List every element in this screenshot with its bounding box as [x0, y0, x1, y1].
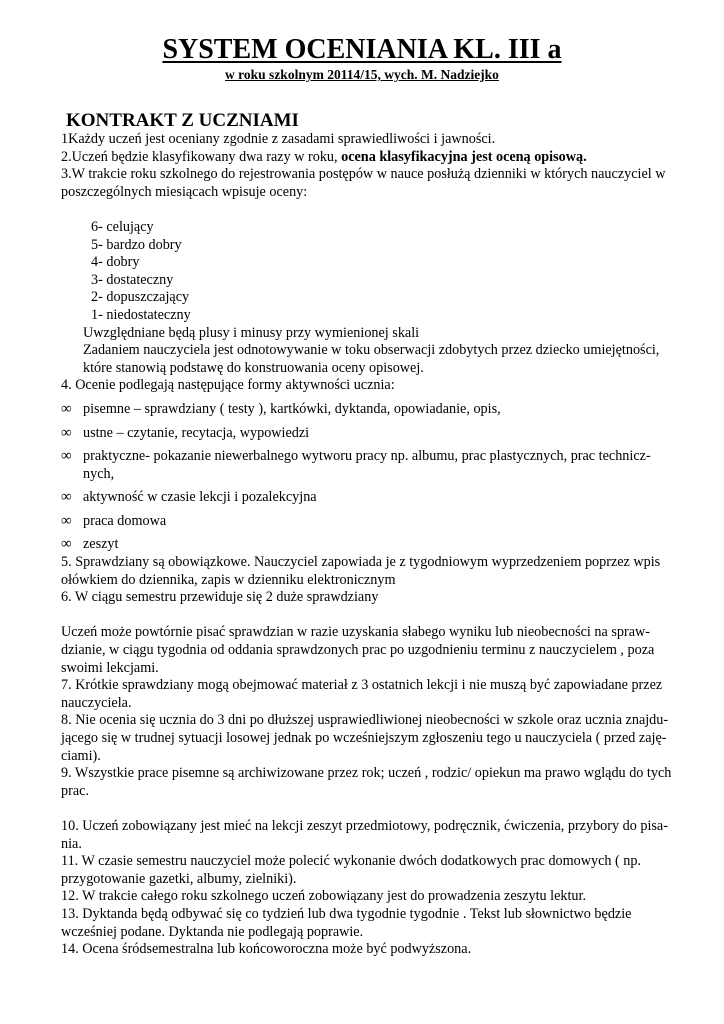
- paragraph-7: 7. Krótkie sprawdziany mogą obejmować materiał z 3 ostatnich lekcji i nie muszą być zapowiadane przez nauczyciela.: [61, 677, 663, 711]
- grade-item: 2- dopuszczający: [91, 289, 190, 306]
- activity-bullet: ∞ praca domowa: [61, 512, 167, 529]
- paragraph-1: 1Każdy uczeń jest oceniany zgodnie z zasadami sprawiedliwości i jawności.: [61, 131, 496, 147]
- infinity-icon: ∞: [61, 424, 72, 441]
- grade-item: 1- niedostateczny: [91, 306, 191, 323]
- infinity-icon: ∞: [61, 512, 72, 529]
- paragraph-retake: Uczeń może powtórnie pisać sprawdzian w razie uzyskania słabego wyniku lub nieobecności na spraw- dzianie, w ciągu tygodnia od oddania sprawdzonych prac po uzgodnieniu terminu z nauczycielem , poza swoimi lekcjami.: [61, 624, 655, 676]
- grade-item: 6- celujący: [91, 218, 154, 235]
- activity-bullet: ∞ praktyczne- pokazanie niewerbalnego wytworu pracy np. albumu, prac plastycznych, prac technicz- nych,: [61, 448, 651, 482]
- paragraph-11: 11. W czasie semestru nauczyciel może polecić wykonanie dwóch dodatkowych prac domowych ( np. przygotowanie gazetki, albumy, zielniki).: [61, 853, 642, 887]
- document-body: [61, 131, 691, 959]
- infinity-icon: ∞: [61, 448, 72, 465]
- paragraph-5: 5. Sprawdziany są obowiązkowe. Nauczyciel zapowiada je z tygodniowym wyprzedzeniem poprzez wpis ołówkiem do dziennika, zapis w dzienniku elektronicznym: [61, 554, 661, 588]
- paragraph-10: 10. Uczeń zobowiązany jest mieć na lekcji zeszyt przedmiotowy, podręcznik, ćwiczenia, przybory do pisa- nia.: [61, 817, 668, 852]
- paragraph-12: 12. W trakcie całego roku szkolnego uczeń zobowiązany jest do prowadzenia zeszytu lektur.: [61, 888, 587, 905]
- infinity-icon: ∞: [61, 489, 72, 506]
- note-plus-minus: Uwzględniane będą plusy i minusy przy wymienionej skali: [83, 324, 420, 341]
- grade-item: 5- bardzo dobry: [91, 236, 182, 253]
- paragraph-13: 13. Dyktanda będą odbywać się co tydzień lub dwa tygodnie tygodnie . Tekst lub słownictwo będzie wcześniej podane. Dyktanda nie podlegają poprawie.: [61, 905, 632, 940]
- paragraph-14: 14. Ocena śródsemestralna lub końcoworoczna może być podwyższona.: [61, 941, 472, 958]
- paragraph-3: 3.W trakcie roku szkolnego do rejestrowania postępów w nauce posłużą dzienniki w których nauczyciel w poszczególnych miesiącach wpisuje oceny:: [61, 166, 666, 200]
- activity-bullet: ∞ zeszyt: [61, 536, 119, 553]
- document-subtitle: w roku szkolnym 20114/15, wych. M. Nadziejko: [225, 67, 499, 82]
- paragraph-2: 2.Uczeń będzie klasyfikowany dwa razy w roku, ocena klasyfikacyjna jest oceną opisową.: [61, 148, 587, 165]
- infinity-icon: ∞: [61, 536, 72, 553]
- grade-item: 4- dobry: [91, 254, 140, 271]
- paragraph-4: 4. Ocenie podlegają następujące formy aktywności ucznia:: [61, 377, 395, 394]
- infinity-icon: ∞: [61, 400, 72, 417]
- paragraph-9: 9. Wszystkie prace pisemne są archiwizowane przez rok; uczeń , rodzic/ opiekun ma prawo wglądu do tych prac.: [61, 765, 672, 799]
- document-title: SYSTEM OCENIANIA KL. III a: [162, 34, 562, 65]
- activity-bullet: ∞ aktywność w czasie lekcji i pozalekcyjna: [61, 489, 317, 506]
- paragraph-8: 8. Nie ocenia się ucznia do 3 dni po dłuższej usprawiedliwionej nieobecności w szkole oraz ucznia znajdu- jącego się w trudnej sytuacji losowej jednak po wcześniejszym zgłoszeniu tego u nauczyciela ( przed zaję- ciami).: [61, 712, 669, 764]
- section-heading: KONTRAKT Z UCZNIAMI: [66, 110, 299, 131]
- paragraph-6: 6. W ciągu semestru przewiduje się 2 duże sprawdziany: [61, 589, 379, 606]
- note-task: Zadaniem nauczyciela jest odnotowywanie w toku obserwacji zdobytych przez dziecko umiejętności, które stanowią podstawę do konstruowania oceny opisowej.: [83, 342, 660, 376]
- activity-bullet: ∞ pisemne – sprawdziany ( testy ), kartkówki, dyktanda, opowiadanie, opis,: [61, 400, 501, 417]
- activity-bullet: ∞ ustne – czytanie, recytacja, wypowiedzi: [61, 424, 310, 441]
- grade-item: 3- dostateczny: [91, 271, 174, 288]
